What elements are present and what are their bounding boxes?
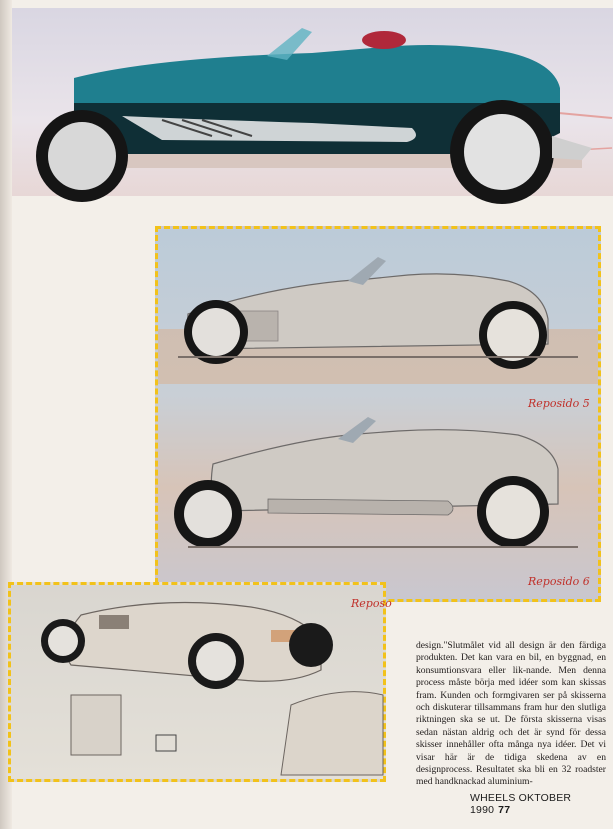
- signature-sketch-5: Reposido 5: [528, 397, 590, 410]
- page-number: 77: [498, 804, 511, 816]
- signature-sketch-6: Reposido 6: [528, 575, 590, 588]
- magazine-issue: WHEELS OKTOBER 1990: [470, 792, 572, 816]
- top-roadster-illustration: [12, 8, 613, 196]
- sketch-panel-small: [8, 582, 392, 782]
- article-body-text: design."Slutmålet vid all design är den färdiga produkten. Det kan vara en bil, en byggnad, en konsumtionsvara eller lik-nande. Men denna process måste börja med idéer som kan skissas fram. Kunden och formgivaren ser på skisserna och diskuterar tillsammans fram hur den slutliga riktningen ska se ut. De första skisserna visas sedan nästan aldrig och det är synd för dessa skisser innehåller ofta många nya idéer. Det vi visar här är de tidiga skedena av en designprocess. Resultatet ska bli en 32 roadster med handknackad aluminium-: [416, 640, 606, 788]
- sketch-panel-main: [155, 226, 601, 602]
- page-footer: [470, 792, 613, 816]
- signature-sketch-small: Reposo: [351, 597, 392, 610]
